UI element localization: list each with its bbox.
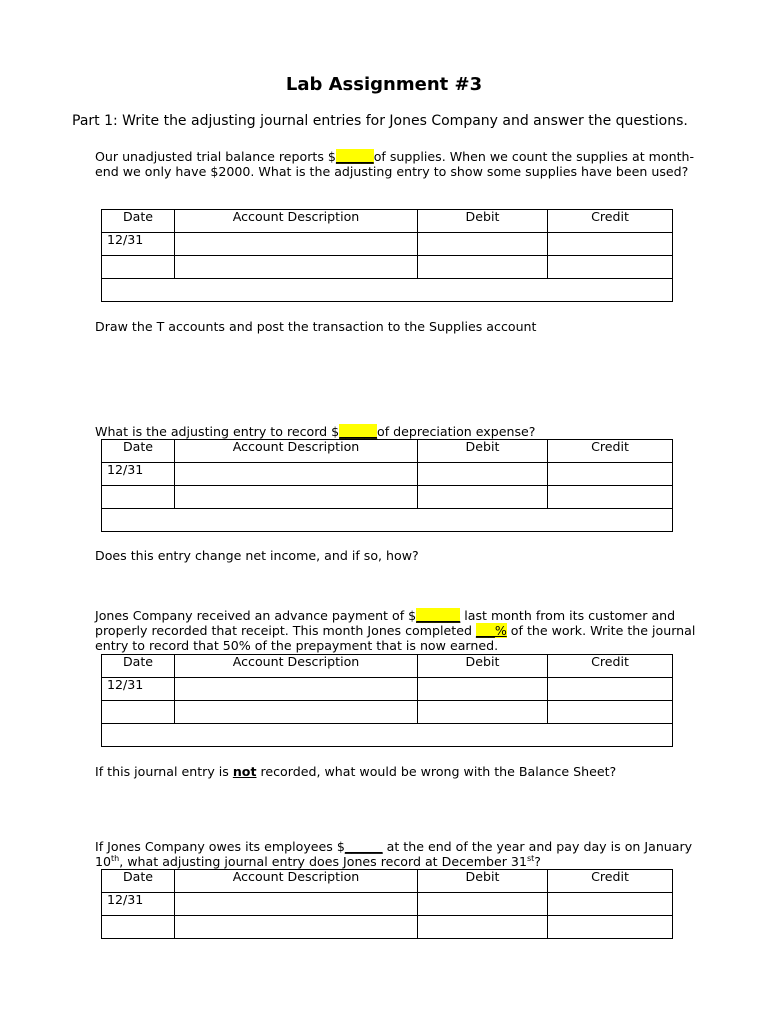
page-title: Lab Assignment #3 — [285, 74, 483, 95]
table-row — [102, 233, 673, 256]
ordinal-suffix: st — [526, 853, 535, 863]
ordinal-suffix: th — [111, 853, 120, 863]
question-4-text-end: ? — [534, 854, 541, 869]
debit-cell[interactable] — [418, 701, 548, 724]
depreciation-amount-blank: ______ — [339, 424, 377, 439]
credit-cell[interactable] — [548, 463, 673, 486]
journal-entry-table-2 — [101, 439, 673, 532]
journal-entry-table-4 — [101, 869, 673, 939]
question-3-text-cont: of the work. Write the journal entry to record that 50% of the prepayment that is now earned. — [95, 623, 696, 653]
date-cell: 12/31 — [102, 678, 175, 701]
header-credit: Credit — [548, 210, 673, 233]
account-cell[interactable] — [175, 678, 418, 701]
account-cell[interactable] — [175, 463, 418, 486]
question-2-text: What is the adjusting entry to record $ — [95, 424, 340, 439]
header-credit: Credit — [548, 655, 673, 678]
header-account-description: Account Description — [175, 210, 418, 233]
header-debit: Debit — [418, 210, 548, 233]
header-date: Date — [102, 870, 175, 893]
account-cell[interactable] — [175, 486, 418, 509]
question-3-text-mid: last month from its customer and properly recorded that receipt. This month Jones completed — [95, 608, 676, 638]
header-date: Date — [102, 440, 175, 463]
question-1 — [95, 149, 700, 179]
date-cell[interactable] — [102, 916, 175, 939]
wages-owed-blank: ______ — [344, 839, 383, 854]
question-3 — [95, 608, 700, 653]
question-2-followup: Does this entry change net income, and if so, how? — [95, 548, 419, 563]
account-cell[interactable] — [175, 893, 418, 916]
date-cell[interactable] — [102, 256, 175, 279]
question-1-followup: Draw the T accounts and post the transaction to the Supplies account — [95, 319, 537, 334]
header-debit: Debit — [418, 655, 548, 678]
credit-cell[interactable] — [548, 893, 673, 916]
question-4-text: If Jones Company owes its employees $ — [95, 839, 345, 854]
question-4-text-mid2: , what adjusting journal entry does Jones record at December 31 — [119, 854, 527, 869]
header-account-description: Account Description — [175, 870, 418, 893]
question-4 — [95, 839, 700, 869]
debit-cell[interactable] — [418, 233, 548, 256]
credit-cell[interactable] — [548, 701, 673, 724]
debit-cell[interactable] — [418, 256, 548, 279]
credit-cell[interactable] — [548, 486, 673, 509]
question-4-text-mid: at the end of the year and pay day is on January 10 — [95, 839, 693, 869]
debit-cell[interactable] — [418, 678, 548, 701]
table-row — [102, 724, 673, 747]
account-cell[interactable] — [175, 916, 418, 939]
journal-entry-table-1 — [101, 209, 673, 302]
header-debit: Debit — [418, 870, 548, 893]
table-row — [102, 256, 673, 279]
explanation-cell[interactable] — [102, 279, 673, 302]
explanation-cell[interactable] — [102, 509, 673, 532]
header-credit: Credit — [548, 870, 673, 893]
emphasis-not: not — [232, 764, 257, 779]
date-cell[interactable] — [102, 486, 175, 509]
table-row — [102, 486, 673, 509]
question-3-text: Jones Company received an advance payment of $ — [95, 608, 417, 623]
header-debit: Debit — [418, 440, 548, 463]
account-cell[interactable] — [175, 701, 418, 724]
table-row — [102, 463, 673, 486]
debit-cell[interactable] — [418, 916, 548, 939]
part-1-instructions: Part 1: Write the adjusting journal entries for Jones Company and answer the questions. — [72, 113, 688, 129]
question-3-followup — [95, 764, 700, 779]
date-cell: 12/31 — [102, 463, 175, 486]
table-row — [102, 701, 673, 724]
question-1-text: Our unadjusted trial balance reports $ — [95, 149, 336, 164]
account-cell[interactable] — [175, 233, 418, 256]
header-account-description: Account Description — [175, 440, 418, 463]
question-3-followup-text-cont: recorded, what would be wrong with the Balance Sheet? — [256, 764, 617, 779]
question-2-text-cont: of depreciation expense? — [376, 424, 536, 439]
table-row — [102, 893, 673, 916]
debit-cell[interactable] — [418, 463, 548, 486]
advance-payment-blank: _______ — [416, 608, 461, 623]
question-2 — [95, 424, 700, 439]
credit-cell[interactable] — [548, 256, 673, 279]
credit-cell[interactable] — [548, 678, 673, 701]
debit-cell[interactable] — [418, 486, 548, 509]
date-cell: 12/31 — [102, 893, 175, 916]
header-date: Date — [102, 655, 175, 678]
percent-complete-blank: ___% — [475, 623, 507, 638]
header-credit: Credit — [548, 440, 673, 463]
header-account-description: Account Description — [175, 655, 418, 678]
credit-cell[interactable] — [548, 233, 673, 256]
question-3-followup-text: If this journal entry is — [95, 764, 233, 779]
question-1-text-cont: of supplies. When we count the supplies at month-end we only have $2000. What is the adjusting entry to show some supplies have been used? — [95, 149, 695, 179]
date-cell: 12/31 — [102, 233, 175, 256]
table-row — [102, 678, 673, 701]
header-date: Date — [102, 210, 175, 233]
supplies-amount-blank: ______ — [335, 149, 374, 164]
table-row — [102, 509, 673, 532]
account-cell[interactable] — [175, 256, 418, 279]
journal-entry-table-3 — [101, 654, 673, 747]
explanation-cell[interactable] — [102, 724, 673, 747]
table-row — [102, 279, 673, 302]
credit-cell[interactable] — [548, 916, 673, 939]
debit-cell[interactable] — [418, 893, 548, 916]
table-row — [102, 916, 673, 939]
date-cell[interactable] — [102, 701, 175, 724]
